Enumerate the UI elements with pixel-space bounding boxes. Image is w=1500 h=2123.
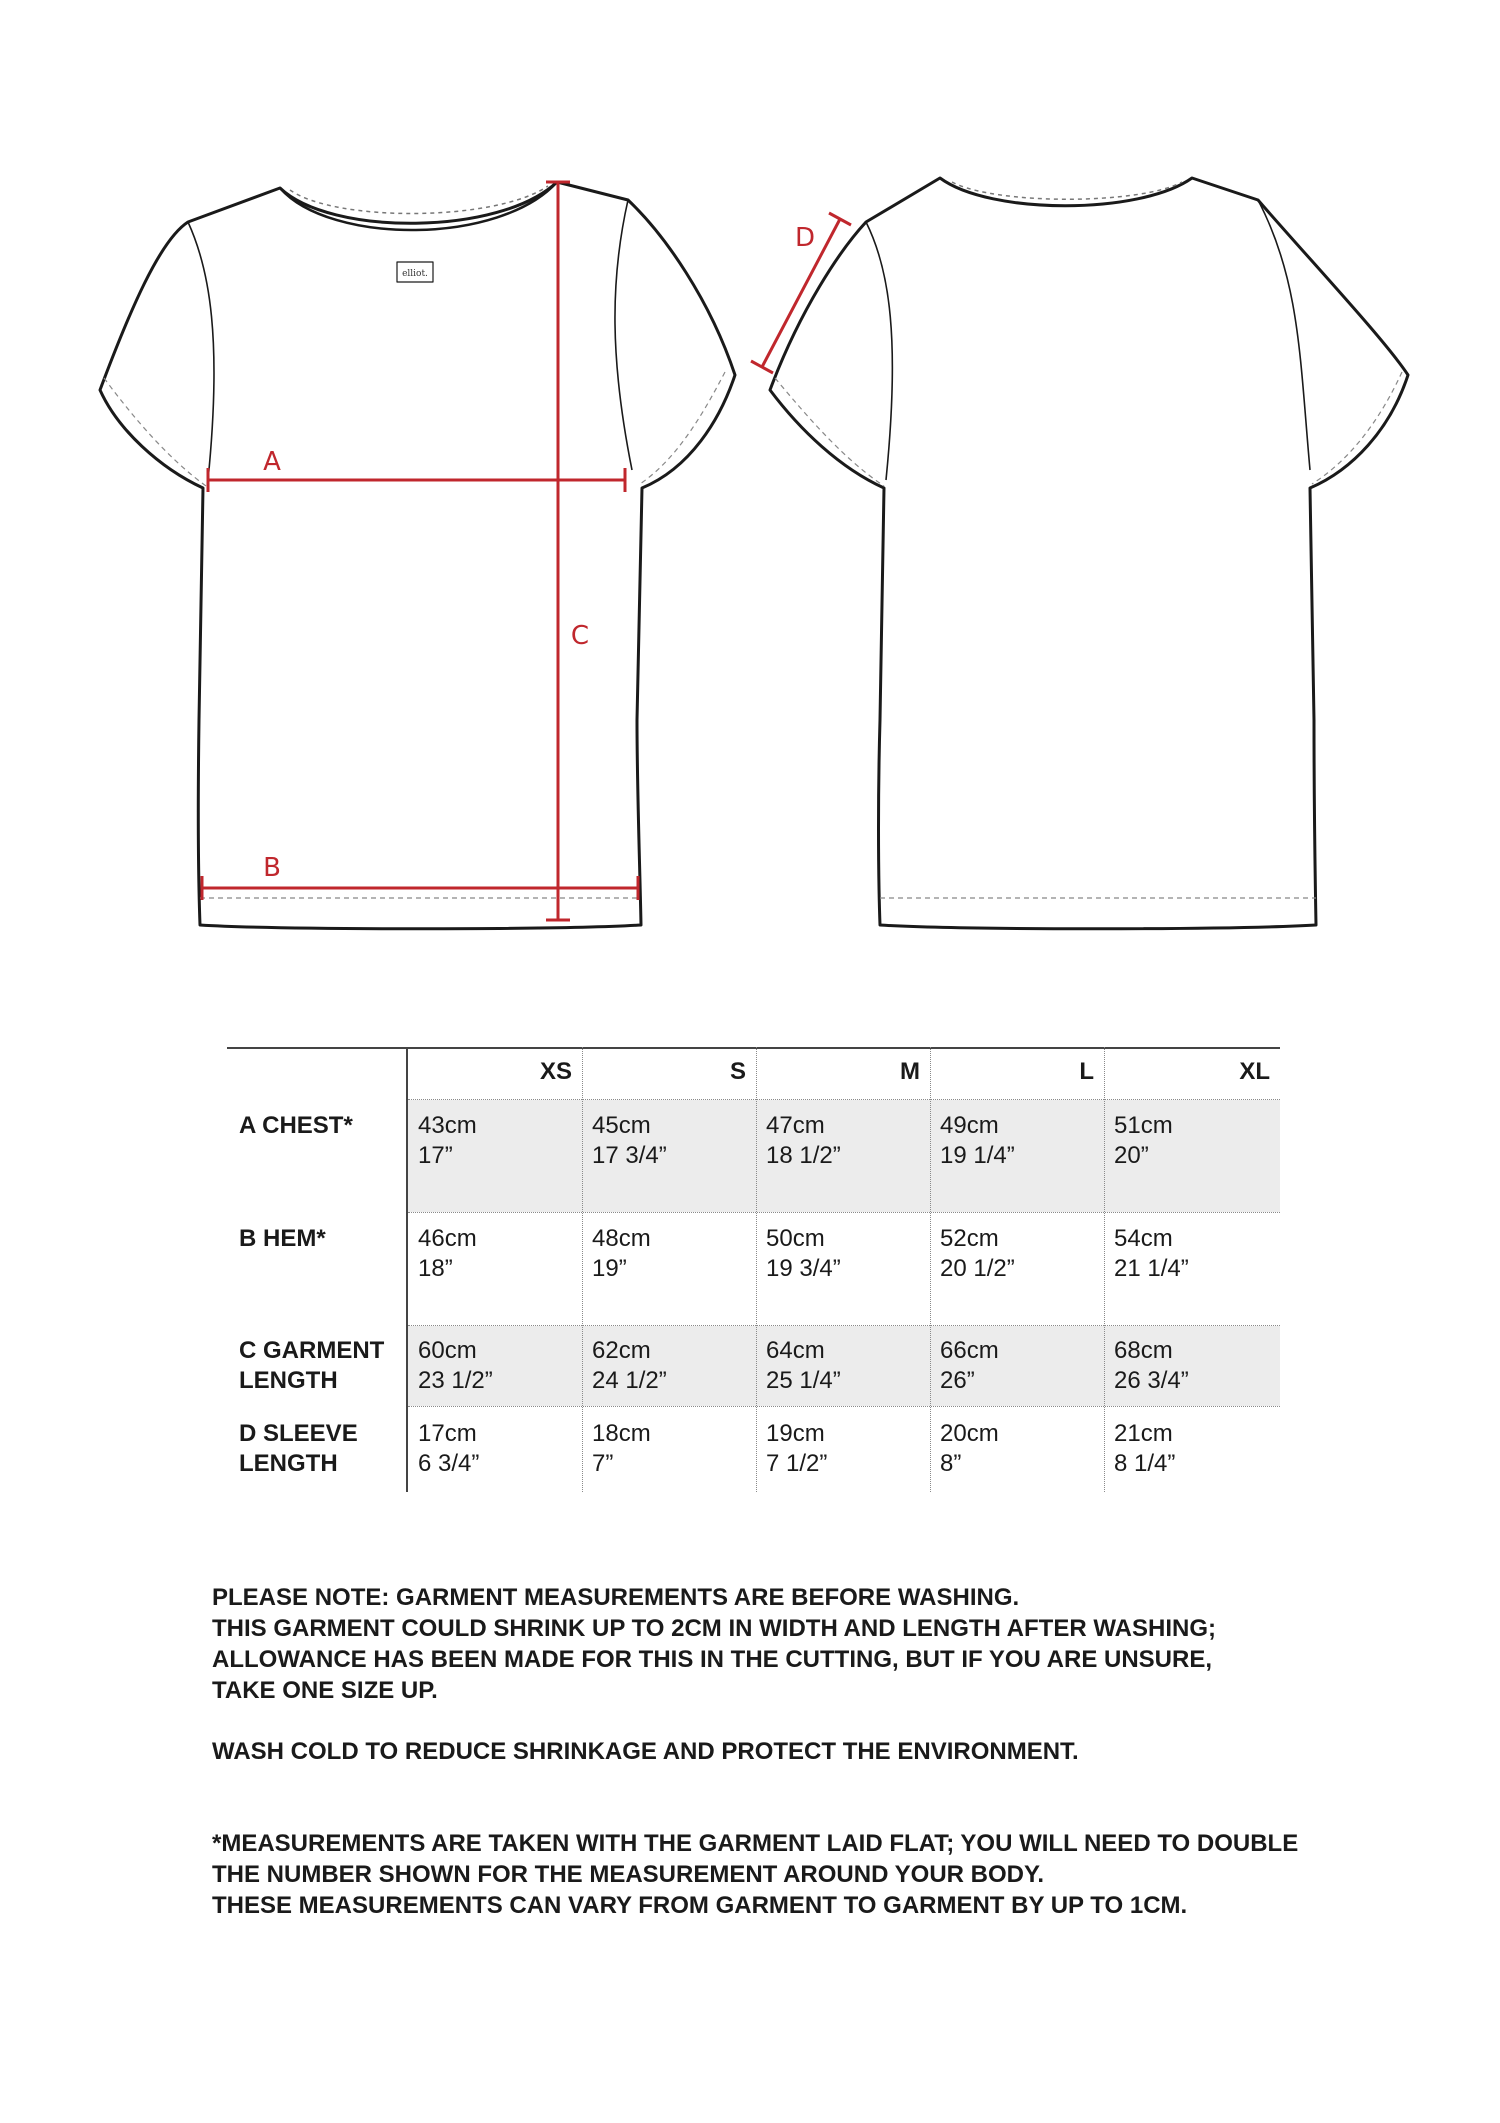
cell-chest-s: 45cm 17 3/4”	[592, 1112, 667, 1169]
cell-chest-xl: 51cm 20”	[1114, 1112, 1173, 1169]
tshirt-back	[770, 178, 1408, 929]
cell-chest-xs: 43cm 17”	[418, 1112, 477, 1169]
cell-hem-l: 52cm 20 1/2”	[940, 1225, 1015, 1282]
size-header-xl: XL	[1239, 1058, 1270, 1085]
row-label-sleeve-length: D SLEEVE LENGTH	[239, 1420, 358, 1477]
neck-label-tag: elliot.	[402, 269, 428, 279]
cell-length-xs: 60cm 23 1/2”	[418, 1337, 493, 1394]
cell-sleeve-xs: 17cm 6 3/4”	[418, 1420, 480, 1477]
cell-sleeve-xl: 21cm 8 1/4”	[1114, 1420, 1176, 1477]
dimension-label-d: D	[794, 223, 816, 253]
size-header-m: M	[900, 1058, 920, 1085]
row-label-garment-length: C GARMENT LENGTH	[239, 1337, 385, 1394]
cell-hem-xs: 46cm 18”	[418, 1225, 477, 1282]
cell-length-m: 64cm 25 1/4”	[766, 1337, 841, 1394]
cell-sleeve-l: 20cm 8”	[940, 1420, 999, 1477]
size-header-xs: XS	[539, 1058, 572, 1085]
size-chart-table	[227, 1047, 1280, 1492]
cell-sleeve-s: 18cm 7”	[592, 1420, 651, 1477]
cell-hem-m: 50cm 19 3/4”	[766, 1225, 841, 1282]
dimension-label-c: C	[570, 621, 590, 651]
cell-sleeve-m: 19cm 7 1/2”	[766, 1420, 828, 1477]
measurement-note: *MEASUREMENTS ARE TAKEN WITH THE GARMENT LAID FLAT; YOU WILL NEED TO DOUBLE THE NUMBER SHOWN FOR THE MEASUREMENT AROUND YOUR BODY. THESE MEASUREMENTS CAN VARY FROM GARMENT TO GARMENT BY UP TO 1CM.	[212, 1830, 1299, 1919]
cell-chest-m: 47cm 18 1/2”	[766, 1112, 841, 1169]
tshirt-measurement-diagram	[0, 0, 1500, 960]
dimension-label-b: B	[263, 853, 281, 883]
cell-hem-s: 48cm 19”	[592, 1225, 651, 1282]
dimension-label-a: A	[263, 447, 281, 477]
cell-length-l: 66cm 26”	[940, 1337, 999, 1394]
row-label-hem: B HEM*	[239, 1225, 326, 1252]
wash-cold-note: WASH COLD TO REDUCE SHRINKAGE AND PROTECT THE ENVIRONMENT.	[212, 1738, 1079, 1765]
table-label-divider	[406, 1047, 408, 1492]
row-label-chest: A CHEST*	[239, 1112, 353, 1139]
cell-hem-xl: 54cm 21 1/4”	[1114, 1225, 1189, 1282]
tshirt-front	[100, 182, 735, 929]
size-header-l: L	[1079, 1058, 1094, 1085]
washing-note: PLEASE NOTE: GARMENT MEASUREMENTS ARE BEFORE WASHING. THIS GARMENT COULD SHRINK UP TO 2CM IN WIDTH AND LENGTH AFTER WASHING; ALLOWANCE HAS BEEN MADE FOR THIS IN THE CUTTING, BUT IF YOU ARE UNSURE, TAKE ONE SIZE UP.	[212, 1584, 1216, 1704]
size-header-s: S	[729, 1058, 746, 1085]
cell-length-s: 62cm 24 1/2”	[592, 1337, 667, 1394]
cell-chest-l: 49cm 19 1/4”	[940, 1112, 1015, 1169]
cell-length-xl: 68cm 26 3/4”	[1114, 1337, 1189, 1394]
